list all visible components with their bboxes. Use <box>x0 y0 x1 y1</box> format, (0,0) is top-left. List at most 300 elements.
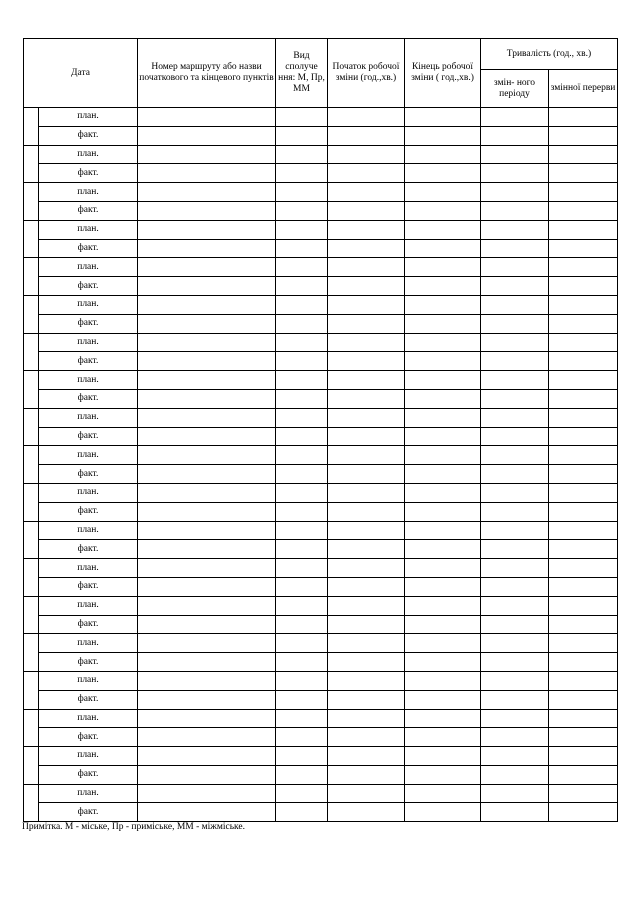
table-row <box>24 126 618 145</box>
row-label: факт. <box>39 427 138 446</box>
shift-start-cell[interactable] <box>328 577 405 596</box>
row-label: факт. <box>39 164 138 183</box>
table-row <box>24 145 618 164</box>
shift-end-cell[interactable] <box>405 465 481 484</box>
table-row <box>24 784 618 803</box>
route-cell[interactable] <box>138 126 276 145</box>
shift-duration-cell[interactable] <box>481 277 549 296</box>
shift-duration-cell[interactable] <box>481 408 549 427</box>
route-cell[interactable] <box>138 427 276 446</box>
shift-end-cell[interactable] <box>405 596 481 615</box>
shift-duration-cell[interactable] <box>481 690 549 709</box>
shift-end-cell[interactable] <box>405 559 481 578</box>
table-row <box>24 596 618 615</box>
row-label: план. <box>39 671 138 690</box>
shift-end-cell[interactable] <box>405 239 481 258</box>
table-row <box>24 653 618 672</box>
table-row <box>24 239 618 258</box>
connection-type-cell[interactable] <box>276 145 328 164</box>
break-duration-cell[interactable] <box>549 371 618 390</box>
connection-type-cell[interactable] <box>276 427 328 446</box>
break-duration-cell[interactable] <box>549 728 618 747</box>
date-cell[interactable] <box>24 559 39 597</box>
shift-end-cell[interactable] <box>405 201 481 220</box>
connection-type-cell[interactable] <box>276 653 328 672</box>
route-cell[interactable] <box>138 446 276 465</box>
shift-start-cell[interactable] <box>328 371 405 390</box>
shift-start-cell[interactable] <box>328 502 405 521</box>
connection-type-cell[interactable] <box>276 277 328 296</box>
break-duration-cell[interactable] <box>549 521 618 540</box>
date-cell[interactable] <box>24 220 39 258</box>
shift-end-cell[interactable] <box>405 784 481 803</box>
shift-end-cell[interactable] <box>405 145 481 164</box>
shift-duration-cell[interactable] <box>481 389 549 408</box>
shift-start-cell[interactable] <box>328 634 405 653</box>
connection-type-cell[interactable] <box>276 803 328 822</box>
route-cell[interactable] <box>138 465 276 484</box>
table-row <box>24 446 618 465</box>
route-cell[interactable] <box>138 483 276 502</box>
break-duration-cell[interactable] <box>549 277 618 296</box>
table-row <box>24 483 618 502</box>
break-duration-cell[interactable] <box>549 220 618 239</box>
route-cell[interactable] <box>138 164 276 183</box>
break-duration-cell[interactable] <box>549 596 618 615</box>
break-duration-cell[interactable] <box>549 653 618 672</box>
shift-end-cell[interactable] <box>405 408 481 427</box>
shift-end-cell[interactable] <box>405 502 481 521</box>
shift-duration-cell[interactable] <box>481 747 549 766</box>
break-duration-cell[interactable] <box>549 427 618 446</box>
row-label: факт. <box>39 615 138 634</box>
schedule-table <box>23 38 618 822</box>
date-cell[interactable] <box>24 258 39 296</box>
connection-type-cell[interactable] <box>276 502 328 521</box>
shift-end-cell[interactable] <box>405 352 481 371</box>
shift-start-cell[interactable] <box>328 145 405 164</box>
shift-duration-cell[interactable] <box>481 333 549 352</box>
shift-end-cell[interactable] <box>405 671 481 690</box>
break-duration-cell[interactable] <box>549 784 618 803</box>
shift-duration-cell[interactable] <box>481 239 549 258</box>
shift-end-cell[interactable] <box>405 295 481 314</box>
route-cell[interactable] <box>138 671 276 690</box>
break-duration-cell[interactable] <box>549 690 618 709</box>
shift-duration-cell[interactable] <box>481 728 549 747</box>
shift-duration-cell[interactable] <box>481 108 549 127</box>
shift-end-cell[interactable] <box>405 709 481 728</box>
date-cell[interactable] <box>24 483 39 521</box>
shift-start-cell[interactable] <box>328 728 405 747</box>
date-cell[interactable] <box>24 295 39 333</box>
break-duration-cell[interactable] <box>549 803 618 822</box>
connection-type-cell[interactable] <box>276 577 328 596</box>
shift-duration-cell[interactable] <box>481 465 549 484</box>
row-label: факт. <box>39 239 138 258</box>
table-row <box>24 295 618 314</box>
shift-duration-cell[interactable] <box>481 314 549 333</box>
route-cell[interactable] <box>138 765 276 784</box>
shift-duration-cell[interactable] <box>481 803 549 822</box>
shift-duration-cell[interactable] <box>481 634 549 653</box>
shift-start-cell[interactable] <box>328 596 405 615</box>
break-duration-cell[interactable] <box>549 408 618 427</box>
break-duration-cell[interactable] <box>549 258 618 277</box>
date-cell[interactable] <box>24 371 39 409</box>
connection-type-cell[interactable] <box>276 258 328 277</box>
route-cell[interactable] <box>138 389 276 408</box>
shift-start-cell[interactable] <box>328 559 405 578</box>
shift-duration-cell[interactable] <box>481 521 549 540</box>
shift-end-cell[interactable] <box>405 333 481 352</box>
shift-end-cell[interactable] <box>405 183 481 202</box>
break-duration-cell[interactable] <box>549 389 618 408</box>
route-cell[interactable] <box>138 540 276 559</box>
shift-start-cell[interactable] <box>328 483 405 502</box>
break-duration-cell[interactable] <box>549 145 618 164</box>
connection-type-cell[interactable] <box>276 465 328 484</box>
row-label: факт. <box>39 352 138 371</box>
shift-duration-cell[interactable] <box>481 427 549 446</box>
row-label: план. <box>39 634 138 653</box>
table-row <box>24 502 618 521</box>
shift-start-cell[interactable] <box>328 784 405 803</box>
shift-duration-cell[interactable] <box>481 371 549 390</box>
shift-start-cell[interactable] <box>328 747 405 766</box>
shift-duration-cell[interactable] <box>481 201 549 220</box>
connection-type-cell[interactable] <box>276 709 328 728</box>
row-label: план. <box>39 333 138 352</box>
row-label: план. <box>39 483 138 502</box>
shift-start-cell[interactable] <box>328 389 405 408</box>
connection-type-cell[interactable] <box>276 559 328 578</box>
date-cell[interactable] <box>24 521 39 559</box>
break-duration-cell[interactable] <box>549 465 618 484</box>
route-cell[interactable] <box>138 295 276 314</box>
shift-start-cell[interactable] <box>328 521 405 540</box>
date-cell[interactable] <box>24 747 39 785</box>
route-cell[interactable] <box>138 784 276 803</box>
route-cell[interactable] <box>138 108 276 127</box>
connection-type-cell[interactable] <box>276 239 328 258</box>
break-duration-cell[interactable] <box>549 765 618 784</box>
header-route: Номер маршруту або назви початкового та кінцевого пунктів <box>138 39 276 108</box>
shift-duration-cell[interactable] <box>481 577 549 596</box>
connection-type-cell[interactable] <box>276 765 328 784</box>
shift-end-cell[interactable] <box>405 277 481 296</box>
shift-start-cell[interactable] <box>328 671 405 690</box>
shift-duration-cell[interactable] <box>481 220 549 239</box>
shift-duration-cell[interactable] <box>481 483 549 502</box>
shift-duration-cell[interactable] <box>481 653 549 672</box>
table-row <box>24 615 618 634</box>
row-label: факт. <box>39 803 138 822</box>
route-cell[interactable] <box>138 577 276 596</box>
connection-type-cell[interactable] <box>276 408 328 427</box>
row-label: факт. <box>39 765 138 784</box>
break-duration-cell[interactable] <box>549 483 618 502</box>
shift-end-cell[interactable] <box>405 446 481 465</box>
break-duration-cell[interactable] <box>549 314 618 333</box>
route-cell[interactable] <box>138 709 276 728</box>
shift-start-cell[interactable] <box>328 540 405 559</box>
date-cell[interactable] <box>24 709 39 747</box>
connection-type-cell[interactable] <box>276 747 328 766</box>
row-label: факт. <box>39 201 138 220</box>
row-label: план. <box>39 183 138 202</box>
shift-duration-cell[interactable] <box>481 615 549 634</box>
connection-type-cell[interactable] <box>276 634 328 653</box>
date-cell[interactable] <box>24 446 39 484</box>
shift-start-cell[interactable] <box>328 690 405 709</box>
row-label: факт. <box>39 465 138 484</box>
shift-start-cell[interactable] <box>328 239 405 258</box>
shift-duration-cell[interactable] <box>481 352 549 371</box>
route-cell[interactable] <box>138 615 276 634</box>
route-cell[interactable] <box>138 559 276 578</box>
connection-type-cell[interactable] <box>276 521 328 540</box>
shift-duration-cell[interactable] <box>481 164 549 183</box>
break-duration-cell[interactable] <box>549 540 618 559</box>
shift-duration-cell[interactable] <box>481 446 549 465</box>
shift-start-cell[interactable] <box>328 277 405 296</box>
connection-type-cell[interactable] <box>276 220 328 239</box>
row-label: план. <box>39 258 138 277</box>
route-cell[interactable] <box>138 239 276 258</box>
date-cell[interactable] <box>24 108 39 146</box>
date-cell[interactable] <box>24 145 39 183</box>
shift-end-cell[interactable] <box>405 540 481 559</box>
header-date: Дата <box>24 39 138 108</box>
route-cell[interactable] <box>138 596 276 615</box>
connection-type-cell[interactable] <box>276 164 328 183</box>
shift-start-cell[interactable] <box>328 164 405 183</box>
shift-end-cell[interactable] <box>405 634 481 653</box>
row-label: план. <box>39 145 138 164</box>
shift-end-cell[interactable] <box>405 126 481 145</box>
shift-start-cell[interactable] <box>328 653 405 672</box>
table-row <box>24 389 618 408</box>
shift-start-cell[interactable] <box>328 333 405 352</box>
shift-start-cell[interactable] <box>328 765 405 784</box>
shift-start-cell[interactable] <box>328 465 405 484</box>
route-cell[interactable] <box>138 183 276 202</box>
date-cell[interactable] <box>24 596 39 634</box>
table-row <box>24 220 618 239</box>
route-cell[interactable] <box>138 220 276 239</box>
shift-duration-cell[interactable] <box>481 596 549 615</box>
shift-end-cell[interactable] <box>405 371 481 390</box>
date-cell[interactable] <box>24 333 39 371</box>
break-duration-cell[interactable] <box>549 502 618 521</box>
route-cell[interactable] <box>138 747 276 766</box>
shift-duration-cell[interactable] <box>481 258 549 277</box>
row-label: факт. <box>39 277 138 296</box>
shift-start-cell[interactable] <box>328 446 405 465</box>
shift-end-cell[interactable] <box>405 803 481 822</box>
shift-start-cell[interactable] <box>328 295 405 314</box>
route-cell[interactable] <box>138 408 276 427</box>
shift-start-cell[interactable] <box>328 108 405 127</box>
shift-start-cell[interactable] <box>328 615 405 634</box>
connection-type-cell[interactable] <box>276 728 328 747</box>
connection-type-cell[interactable] <box>276 615 328 634</box>
connection-type-cell[interactable] <box>276 126 328 145</box>
connection-type-cell[interactable] <box>276 108 328 127</box>
shift-end-cell[interactable] <box>405 577 481 596</box>
break-duration-cell[interactable] <box>549 333 618 352</box>
table-row <box>24 559 618 578</box>
shift-start-cell[interactable] <box>328 352 405 371</box>
row-label: план. <box>39 747 138 766</box>
shift-duration-cell[interactable] <box>481 709 549 728</box>
break-duration-cell[interactable] <box>549 108 618 127</box>
break-duration-cell[interactable] <box>549 295 618 314</box>
route-cell[interactable] <box>138 333 276 352</box>
footnote: Примітка. М - міське, Пр - приміське, ММ - міжміське. <box>22 822 246 832</box>
shift-end-cell[interactable] <box>405 427 481 446</box>
date-cell[interactable] <box>24 408 39 446</box>
shift-duration-cell[interactable] <box>481 784 549 803</box>
route-cell[interactable] <box>138 277 276 296</box>
shift-start-cell[interactable] <box>328 803 405 822</box>
break-duration-cell[interactable] <box>549 577 618 596</box>
connection-type-cell[interactable] <box>276 389 328 408</box>
table-row <box>24 765 618 784</box>
shift-duration-cell[interactable] <box>481 145 549 164</box>
route-cell[interactable] <box>138 502 276 521</box>
route-cell[interactable] <box>138 258 276 277</box>
shift-end-cell[interactable] <box>405 108 481 127</box>
route-cell[interactable] <box>138 653 276 672</box>
break-duration-cell[interactable] <box>549 615 618 634</box>
shift-end-cell[interactable] <box>405 164 481 183</box>
break-duration-cell[interactable] <box>549 164 618 183</box>
break-duration-cell[interactable] <box>549 352 618 371</box>
shift-duration-cell[interactable] <box>481 295 549 314</box>
route-cell[interactable] <box>138 314 276 333</box>
shift-end-cell[interactable] <box>405 728 481 747</box>
date-cell[interactable] <box>24 183 39 221</box>
shift-start-cell[interactable] <box>328 220 405 239</box>
header-duration-break: змінної перерви <box>549 70 618 108</box>
table-row <box>24 690 618 709</box>
table-row <box>24 671 618 690</box>
connection-type-cell[interactable] <box>276 314 328 333</box>
break-duration-cell[interactable] <box>549 239 618 258</box>
shift-end-cell[interactable] <box>405 615 481 634</box>
row-label: факт. <box>39 540 138 559</box>
break-duration-cell[interactable] <box>549 201 618 220</box>
shift-duration-cell[interactable] <box>481 183 549 202</box>
table-row <box>24 540 618 559</box>
shift-start-cell[interactable] <box>328 427 405 446</box>
table-row <box>24 258 618 277</box>
table-row <box>24 277 618 296</box>
date-cell[interactable] <box>24 671 39 709</box>
shift-end-cell[interactable] <box>405 220 481 239</box>
row-label: план. <box>39 408 138 427</box>
date-cell[interactable] <box>24 634 39 672</box>
shift-duration-cell[interactable] <box>481 765 549 784</box>
break-duration-cell[interactable] <box>549 446 618 465</box>
shift-end-cell[interactable] <box>405 483 481 502</box>
break-duration-cell[interactable] <box>549 634 618 653</box>
shift-end-cell[interactable] <box>405 314 481 333</box>
shift-start-cell[interactable] <box>328 201 405 220</box>
shift-end-cell[interactable] <box>405 747 481 766</box>
shift-end-cell[interactable] <box>405 521 481 540</box>
table-row <box>24 333 618 352</box>
table-row <box>24 747 618 766</box>
shift-start-cell[interactable] <box>328 183 405 202</box>
row-label: факт. <box>39 653 138 672</box>
connection-type-cell[interactable] <box>276 540 328 559</box>
shift-duration-cell[interactable] <box>481 126 549 145</box>
row-label: факт. <box>39 690 138 709</box>
table-row <box>24 201 618 220</box>
connection-type-cell[interactable] <box>276 371 328 390</box>
route-cell[interactable] <box>138 201 276 220</box>
break-duration-cell[interactable] <box>549 126 618 145</box>
row-label: план. <box>39 220 138 239</box>
shift-duration-cell[interactable] <box>481 559 549 578</box>
break-duration-cell[interactable] <box>549 709 618 728</box>
shift-duration-cell[interactable] <box>481 671 549 690</box>
break-duration-cell[interactable] <box>549 559 618 578</box>
shift-start-cell[interactable] <box>328 314 405 333</box>
shift-start-cell[interactable] <box>328 408 405 427</box>
route-cell[interactable] <box>138 690 276 709</box>
shift-end-cell[interactable] <box>405 258 481 277</box>
shift-end-cell[interactable] <box>405 389 481 408</box>
table-row <box>24 164 618 183</box>
shift-end-cell[interactable] <box>405 690 481 709</box>
route-cell[interactable] <box>138 728 276 747</box>
route-cell[interactable] <box>138 352 276 371</box>
connection-type-cell[interactable] <box>276 596 328 615</box>
table-row <box>24 465 618 484</box>
connection-type-cell[interactable] <box>276 671 328 690</box>
break-duration-cell[interactable] <box>549 671 618 690</box>
shift-start-cell[interactable] <box>328 126 405 145</box>
connection-type-cell[interactable] <box>276 201 328 220</box>
connection-type-cell[interactable] <box>276 352 328 371</box>
connection-type-cell[interactable] <box>276 784 328 803</box>
route-cell[interactable] <box>138 634 276 653</box>
break-duration-cell[interactable] <box>549 183 618 202</box>
shift-duration-cell[interactable] <box>481 502 549 521</box>
shift-start-cell[interactable] <box>328 709 405 728</box>
break-duration-cell[interactable] <box>549 747 618 766</box>
connection-type-cell[interactable] <box>276 333 328 352</box>
connection-type-cell[interactable] <box>276 690 328 709</box>
connection-type-cell[interactable] <box>276 295 328 314</box>
shift-end-cell[interactable] <box>405 653 481 672</box>
shift-end-cell[interactable] <box>405 765 481 784</box>
connection-type-cell[interactable] <box>276 483 328 502</box>
route-cell[interactable] <box>138 803 276 822</box>
connection-type-cell[interactable] <box>276 446 328 465</box>
shift-duration-cell[interactable] <box>481 540 549 559</box>
route-cell[interactable] <box>138 371 276 390</box>
route-cell[interactable] <box>138 145 276 164</box>
shift-start-cell[interactable] <box>328 258 405 277</box>
connection-type-cell[interactable] <box>276 183 328 202</box>
route-cell[interactable] <box>138 521 276 540</box>
date-cell[interactable] <box>24 784 39 822</box>
